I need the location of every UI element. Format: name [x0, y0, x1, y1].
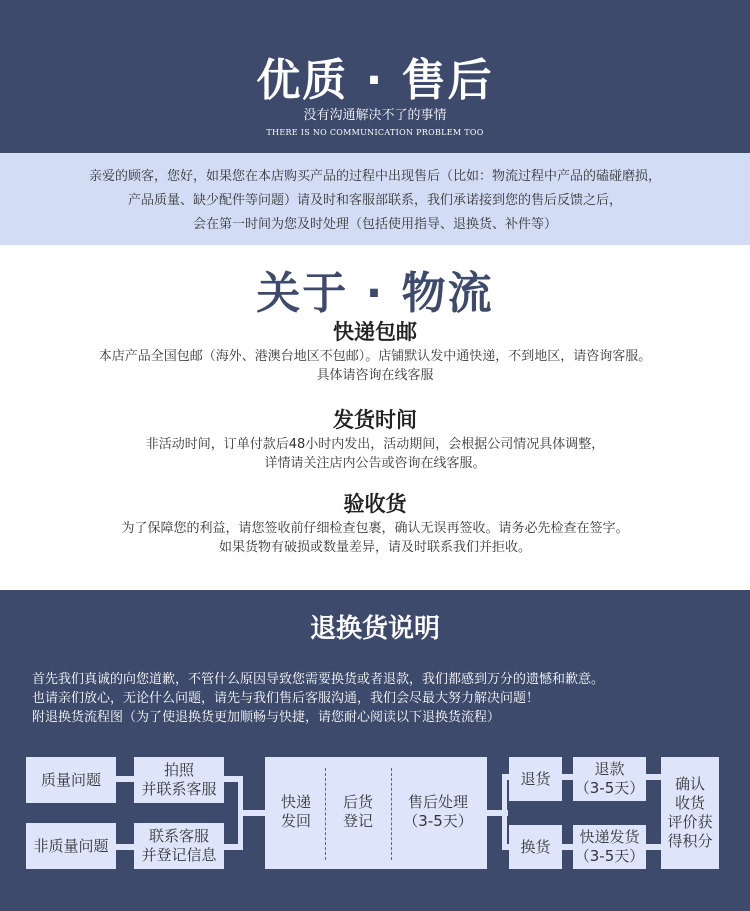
register-label: 后货 — [342, 793, 373, 811]
exchange-goods-label: 换货 — [520, 837, 551, 856]
flow-connector — [502, 774, 507, 850]
logistics-section — [0, 245, 750, 590]
quality-issue-label: 质量问题 — [40, 770, 101, 789]
process-divider — [391, 768, 392, 860]
flow-connector — [646, 844, 662, 850]
contact-register-label: 联系客服 — [148, 827, 209, 845]
inspection-heading: 验收货 — [343, 492, 407, 516]
flow-connector — [646, 774, 662, 780]
flow-connector — [116, 776, 134, 782]
notice-line: 产品质量、缺少配件等问题）请及时和客服部联系，我们承诺接到您的售后反馈之后， — [127, 193, 622, 208]
process-label: （3-5天） — [403, 812, 473, 830]
inspection-block — [0, 489, 750, 557]
confirm-points-label: 确认 — [674, 775, 705, 793]
shipping-line: 具体请咨询在线客服 — [316, 368, 434, 383]
delivery-line: 非活动时间，订单付款后48小时内发出，活动期间，会根据公司情况具体调整， — [145, 437, 605, 452]
aftersale-section — [0, 0, 750, 153]
photo-contact-label: 并联系客服 — [141, 780, 217, 798]
shipping-heading: 快递包邮 — [333, 320, 417, 344]
process-label: 售后处理 — [407, 793, 468, 811]
express-ship-label: 快递发货 — [579, 828, 640, 846]
photo-contact-box — [134, 757, 224, 803]
notice-line: 会在第一时间为您及时处理（包括使用指导、退换货、补件等） — [192, 217, 557, 232]
returns-line: 附退换货流程图（为了使退换货更加顺畅与快捷，请您耐心阅读以下退换货流程） — [32, 710, 501, 725]
contact-register-box — [134, 823, 224, 869]
returns-description — [32, 670, 732, 727]
delivery-line: 详情请关注店内公告或咨询在线客服。 — [264, 456, 486, 471]
returns-line: 也请亲们放心，无论什么问题，请先与我们售后客服沟通，我们会尽最大努力解决问题！ — [32, 691, 540, 706]
process-divider — [325, 768, 326, 860]
register-step — [330, 790, 386, 834]
notice-line: 亲爱的顾客，您好，如果您在本店购买产品的过程中出现售后（比如：物流过程中产品的磕碰磨损， — [88, 169, 661, 184]
express-ship-label: （3-5天） — [574, 847, 645, 865]
confirm-points-label: 评价获 — [667, 813, 713, 831]
express-ship-box — [573, 825, 646, 869]
non-quality-issue-box — [26, 823, 116, 869]
inspection-line: 为了保障您的利益，请您签收前仔细检查包裹，确认无误再签收。请务必先检查在签字。 — [121, 521, 629, 536]
inspection-line: 如果货物有破损或数量差异，请及时联系我们并拒收。 — [218, 540, 531, 555]
aftersale-subtitle: 没有沟通解决不了的事情 — [303, 108, 447, 123]
express-return-step — [270, 790, 322, 834]
shipping-line: 本店产品全国包邮（海外、港澳台地区不包邮）。店铺默认发中通快递，不到地区，请咨询客服。 — [98, 349, 652, 364]
confirm-points-box — [661, 757, 719, 869]
returns-title: 退换货说明 — [309, 614, 440, 644]
process-step — [394, 790, 482, 834]
quality-issue-box — [26, 757, 116, 803]
flow-connector — [238, 810, 266, 816]
confirm-points-label: 收货 — [674, 794, 705, 812]
customer-notice — [0, 153, 750, 245]
returns-line: 首先我们真诚的向您道歉，不管什么原因导致您需要换货或者退款，我们都感到万分的遗憾和歉意。 — [32, 672, 605, 687]
express-return-label: 快递 — [280, 793, 311, 811]
register-label: 登记 — [342, 812, 373, 830]
refund-label: 退款 — [594, 760, 625, 778]
exchange-goods-box — [509, 825, 562, 869]
aftersale-title: 优质 · 售后 — [256, 55, 494, 106]
delivery-block — [0, 405, 750, 473]
refund-box — [573, 757, 646, 801]
aftersale-subtitle-en: THERE IS NO COMMUNICATION PROBLEM TOO — [266, 128, 484, 137]
shipping-block — [0, 317, 750, 385]
delivery-heading: 发货时间 — [333, 408, 417, 432]
refund-goods-label: 退货 — [520, 769, 551, 788]
refund-goods-box — [509, 757, 562, 801]
photo-contact-label: 拍照 — [163, 761, 194, 779]
express-return-label: 发回 — [280, 812, 311, 830]
confirm-points-label: 得积分 — [667, 832, 713, 850]
refund-label: （3-5天） — [574, 779, 645, 797]
logistics-title: 关于 · 物流 — [256, 268, 494, 319]
contact-register-label: 并登记信息 — [141, 846, 217, 864]
non-quality-issue-label: 非质量问题 — [33, 836, 109, 855]
flow-connector — [116, 844, 134, 850]
